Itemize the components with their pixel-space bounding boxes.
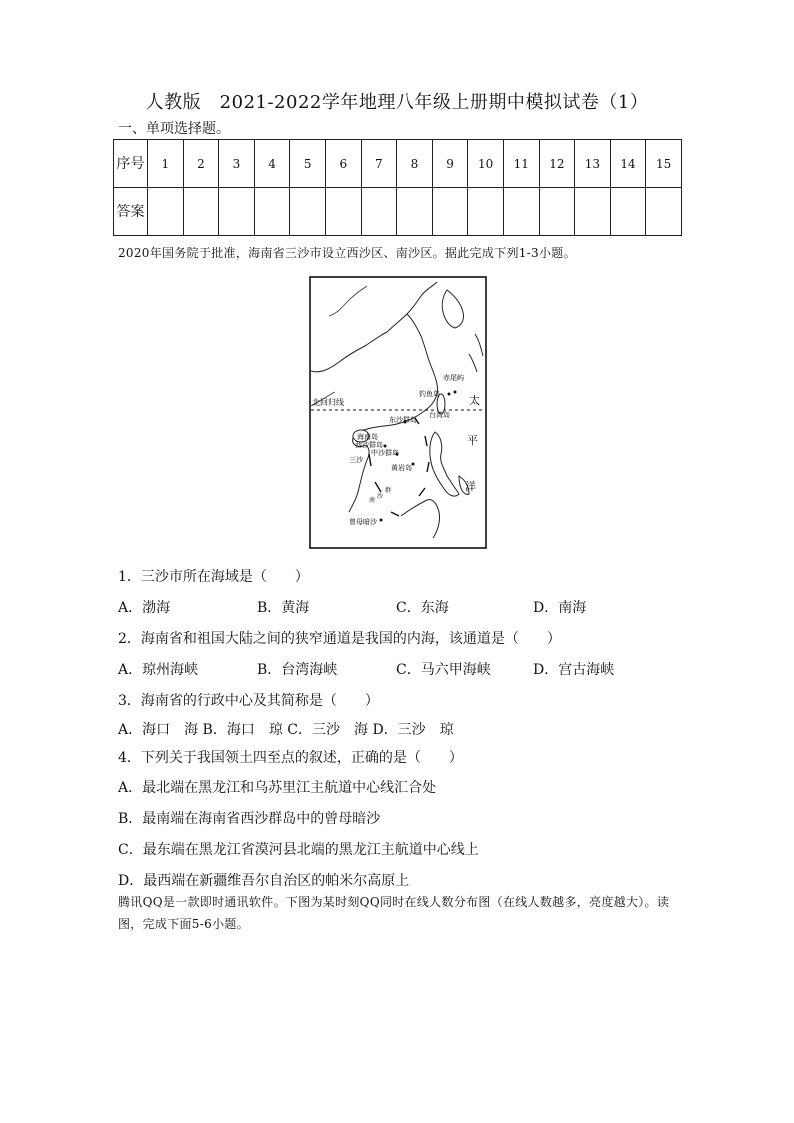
question-2-option-d[interactable]: D．宫古海峡: [533, 662, 615, 678]
label-zhongsha: 中沙群岛: [371, 449, 399, 457]
intro-text: 2020年国务院于批准，海南省三沙市设立西沙区、南沙区。据此完成下列1-3小题。: [118, 246, 576, 260]
answer-cell[interactable]: [468, 188, 504, 236]
question-4-option-a[interactable]: A．最北端在黑龙江和乌苏里江主航道中心线汇合处: [118, 780, 437, 796]
label-ocean-1: 太: [469, 394, 480, 407]
label-nansha-3: 群: [385, 487, 392, 494]
answer-cell[interactable]: [646, 188, 682, 236]
label-taiwan: 台湾岛: [429, 411, 450, 419]
label-chiwei: 赤尾屿: [443, 374, 464, 382]
question-1-option-a[interactable]: A．渤海: [118, 600, 171, 616]
label-sansha: 三沙: [349, 456, 363, 464]
south-china-sea-map: [309, 276, 487, 549]
section-heading: 一、单项选择题。: [118, 121, 230, 137]
answer-cell[interactable]: [610, 188, 646, 236]
question-2-option-a[interactable]: A．琼州海峡: [118, 662, 199, 678]
question-number-cell: 11: [503, 140, 539, 188]
question-number-cell: 9: [432, 140, 468, 188]
table-row: [114, 140, 682, 188]
closing-paragraph: 腾讯QQ是一款即时通讯软件。下图为某时刻QQ同时在线人数分布图（在线人数越多，亮度越大）。读图，完成下面5-6小题。: [118, 895, 670, 931]
answer-cell[interactable]: [432, 188, 468, 236]
question-number-cell: 7: [361, 140, 397, 188]
question-4-stem: 4．下列关于我国领土四至点的叙述，正确的是（ ）: [118, 750, 463, 766]
row-header-answer: 答案: [114, 188, 148, 236]
question-number-cell: 3: [219, 140, 255, 188]
question-number-cell: 13: [575, 140, 611, 188]
question-1-option-b[interactable]: B．黄海: [257, 600, 310, 616]
answer-cell[interactable]: [325, 188, 361, 236]
question-3-options[interactable]: A．海口 海 B．海口 琼 C．三沙 海 D．三沙 琼: [118, 722, 454, 738]
answer-cell[interactable]: [575, 188, 611, 236]
question-1-option-c[interactable]: C．东海: [396, 600, 449, 616]
question-2-stem: 2．海南省和祖国大陆之间的狭窄通道是我国的内海，该通道是（ ）: [118, 631, 561, 647]
question-number-cell: 8: [397, 140, 433, 188]
answer-cell[interactable]: [539, 188, 575, 236]
label-nansha-1: 南: [369, 497, 376, 504]
answer-cell[interactable]: [397, 188, 433, 236]
question-number-cell: 10: [468, 140, 504, 188]
question-number-cell: 14: [610, 140, 646, 188]
question-4-option-d[interactable]: D．最西端在新疆维吾尔自治区的帕米尔高原上: [118, 873, 410, 889]
question-3-stem: 3．海南省的行政中心及其简称是（ ）: [118, 693, 379, 709]
question-4-option-c[interactable]: C．最东端在黑龙江省漠河县北端的黑龙江主航道中心线上: [118, 842, 479, 858]
question-number-cell: 2: [183, 140, 219, 188]
label-diaoyu: 钓鱼岛: [419, 390, 440, 398]
label-nansha-2: 沙: [377, 493, 384, 500]
answer-cell[interactable]: [503, 188, 539, 236]
label-tropic: 北回归线: [312, 398, 344, 407]
question-1-option-d[interactable]: D．南海: [533, 600, 587, 616]
label-dongsha: 东沙群岛: [389, 416, 417, 424]
answer-cell[interactable]: [183, 188, 219, 236]
question-number-cell: 1: [148, 140, 184, 188]
answer-cell[interactable]: [254, 188, 290, 236]
label-huangyan: 黄岩岛: [391, 464, 412, 472]
answer-cell[interactable]: [148, 188, 184, 236]
question-number-cell: 12: [539, 140, 575, 188]
question-number-cell: 4: [254, 140, 290, 188]
question-1-stem: 1．三沙市所在海域是（ ）: [118, 569, 309, 585]
row-header-number: 序号: [114, 140, 148, 188]
answer-cell[interactable]: [219, 188, 255, 236]
label-ocean-3: 洋: [465, 480, 476, 493]
answer-table: [113, 139, 682, 236]
question-4-option-b[interactable]: B．最南端在海南省西沙群岛中的曾母暗沙: [118, 811, 381, 827]
question-number-cell: 6: [325, 140, 361, 188]
question-2-option-b[interactable]: B．台湾海峡: [257, 662, 338, 678]
page-title: 人教版 2021-2022学年地理八年级上册期中模拟试卷（1）: [145, 92, 649, 113]
question-2-option-c[interactable]: C．马六甲海峡: [396, 662, 491, 678]
label-zengmu: 曾母暗沙: [349, 518, 377, 526]
label-ocean-2: 平: [467, 434, 478, 447]
table-row: [114, 188, 682, 236]
label-hainan: 海南岛: [357, 433, 378, 441]
label-xisha: 西沙群岛: [355, 441, 383, 449]
question-number-cell: 5: [290, 140, 326, 188]
question-number-cell: 15: [646, 140, 682, 188]
answer-cell[interactable]: [361, 188, 397, 236]
answer-cell[interactable]: [290, 188, 326, 236]
